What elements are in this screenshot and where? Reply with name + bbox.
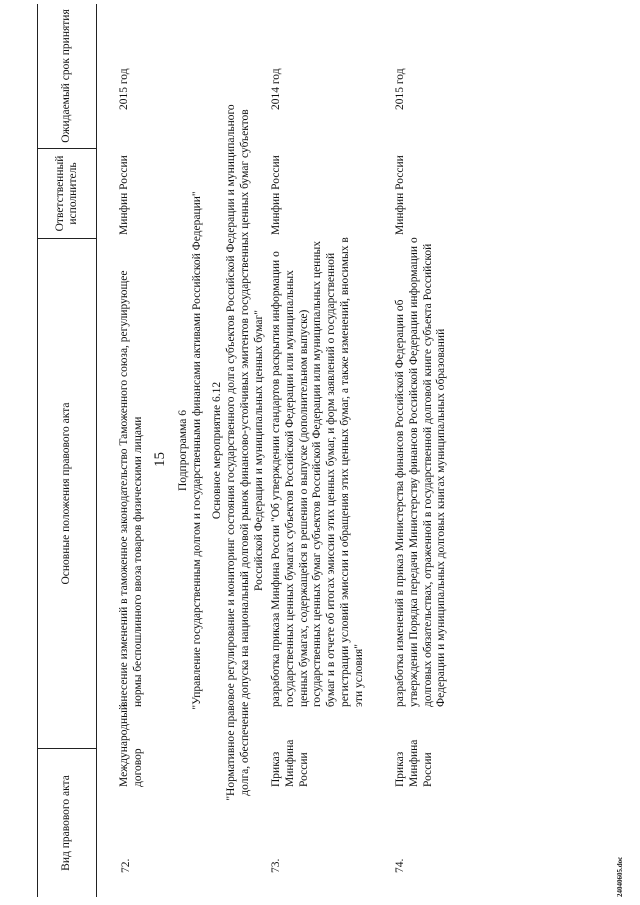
row-deadline: 2014 год [270,68,282,110]
row-provision-text: разработка приказа Минфина России "Об утверждении стандартов раскрытия информации о государственных ценных бумагах субъектов Российской Федерации или муниципальных ценных бумагах, содержащейся в решении о выпуске (дополнительном выпуске) государственных ценных бумаг субъектов Российской Федерации или муниципальных ценных бумаг и в отчете об итогах эмиссии этих ценных бумаг, и форм заявлений о государственной регистрации условий эмиссии и обращения этих ценных бумаг, а также изменений, вносимых в эти условия" [270,237,365,707]
row-number: 73. [270,858,282,873]
subprogram-title: Подпрограмма 6 [177,410,189,492]
row-executor: Минфин России [394,155,406,235]
row-kind: Международный договор [118,703,144,787]
header-kind: Вид правового акта [60,775,73,871]
footer-file-code: 24040605.doc [616,856,624,897]
row-kind: Приказ Минфина России [394,739,434,787]
measure-line: Российской Федерации и муниципальных ценных бумаг" [253,310,265,591]
header-executor: Ответственный исполнитель [38,149,96,239]
row-number: 74. [394,858,406,873]
measure-line: долга, обеспечение допуска на национальный долговой рынок финансово-устойчивых эмитентов государственных ценных бумаг субъектов [239,109,251,796]
page-number: 15 [152,452,168,467]
row-executor: Минфин России [118,155,130,235]
row-deadline: 2015 год [394,68,406,110]
table-header [37,4,97,897]
row-number: 72. [120,858,132,873]
measure-line: "Нормативное правовое регулирование и мониторинг состояния государственного долга субъектов Российской Федерации и муниципального [225,104,237,801]
row-deadline: 2015 год [118,68,130,110]
row-provision-text: разработка изменений в приказ Министерства финансов Российской Федерации об утверждении Порядка передачи Министерству финансов Российской Федерации информации о долговых обязательствах, отраженной в государственной долговой книге субъекта Российской Федерации и муниципальных долговых книгах муниципальных образований [394,237,448,707]
row-executor: Минфин России [270,155,282,235]
row-kind: Приказ Минфина России [270,739,310,787]
subprogram-name: "Управление государственным долгом и государственными финансами активами Российской Федерации" [191,191,203,710]
header-deadline: Ожидаемый срок принятия [38,4,96,149]
measure-title: Основное мероприятие 6.12 [211,381,223,520]
row-provision-text: внесение изменений в таможенное законодательство Таможенного союза, регулирующее нормы беспошлинного ввоза товаров физическими лицами [118,270,144,707]
header-provisions: Основные положения правового акта [38,239,96,749]
